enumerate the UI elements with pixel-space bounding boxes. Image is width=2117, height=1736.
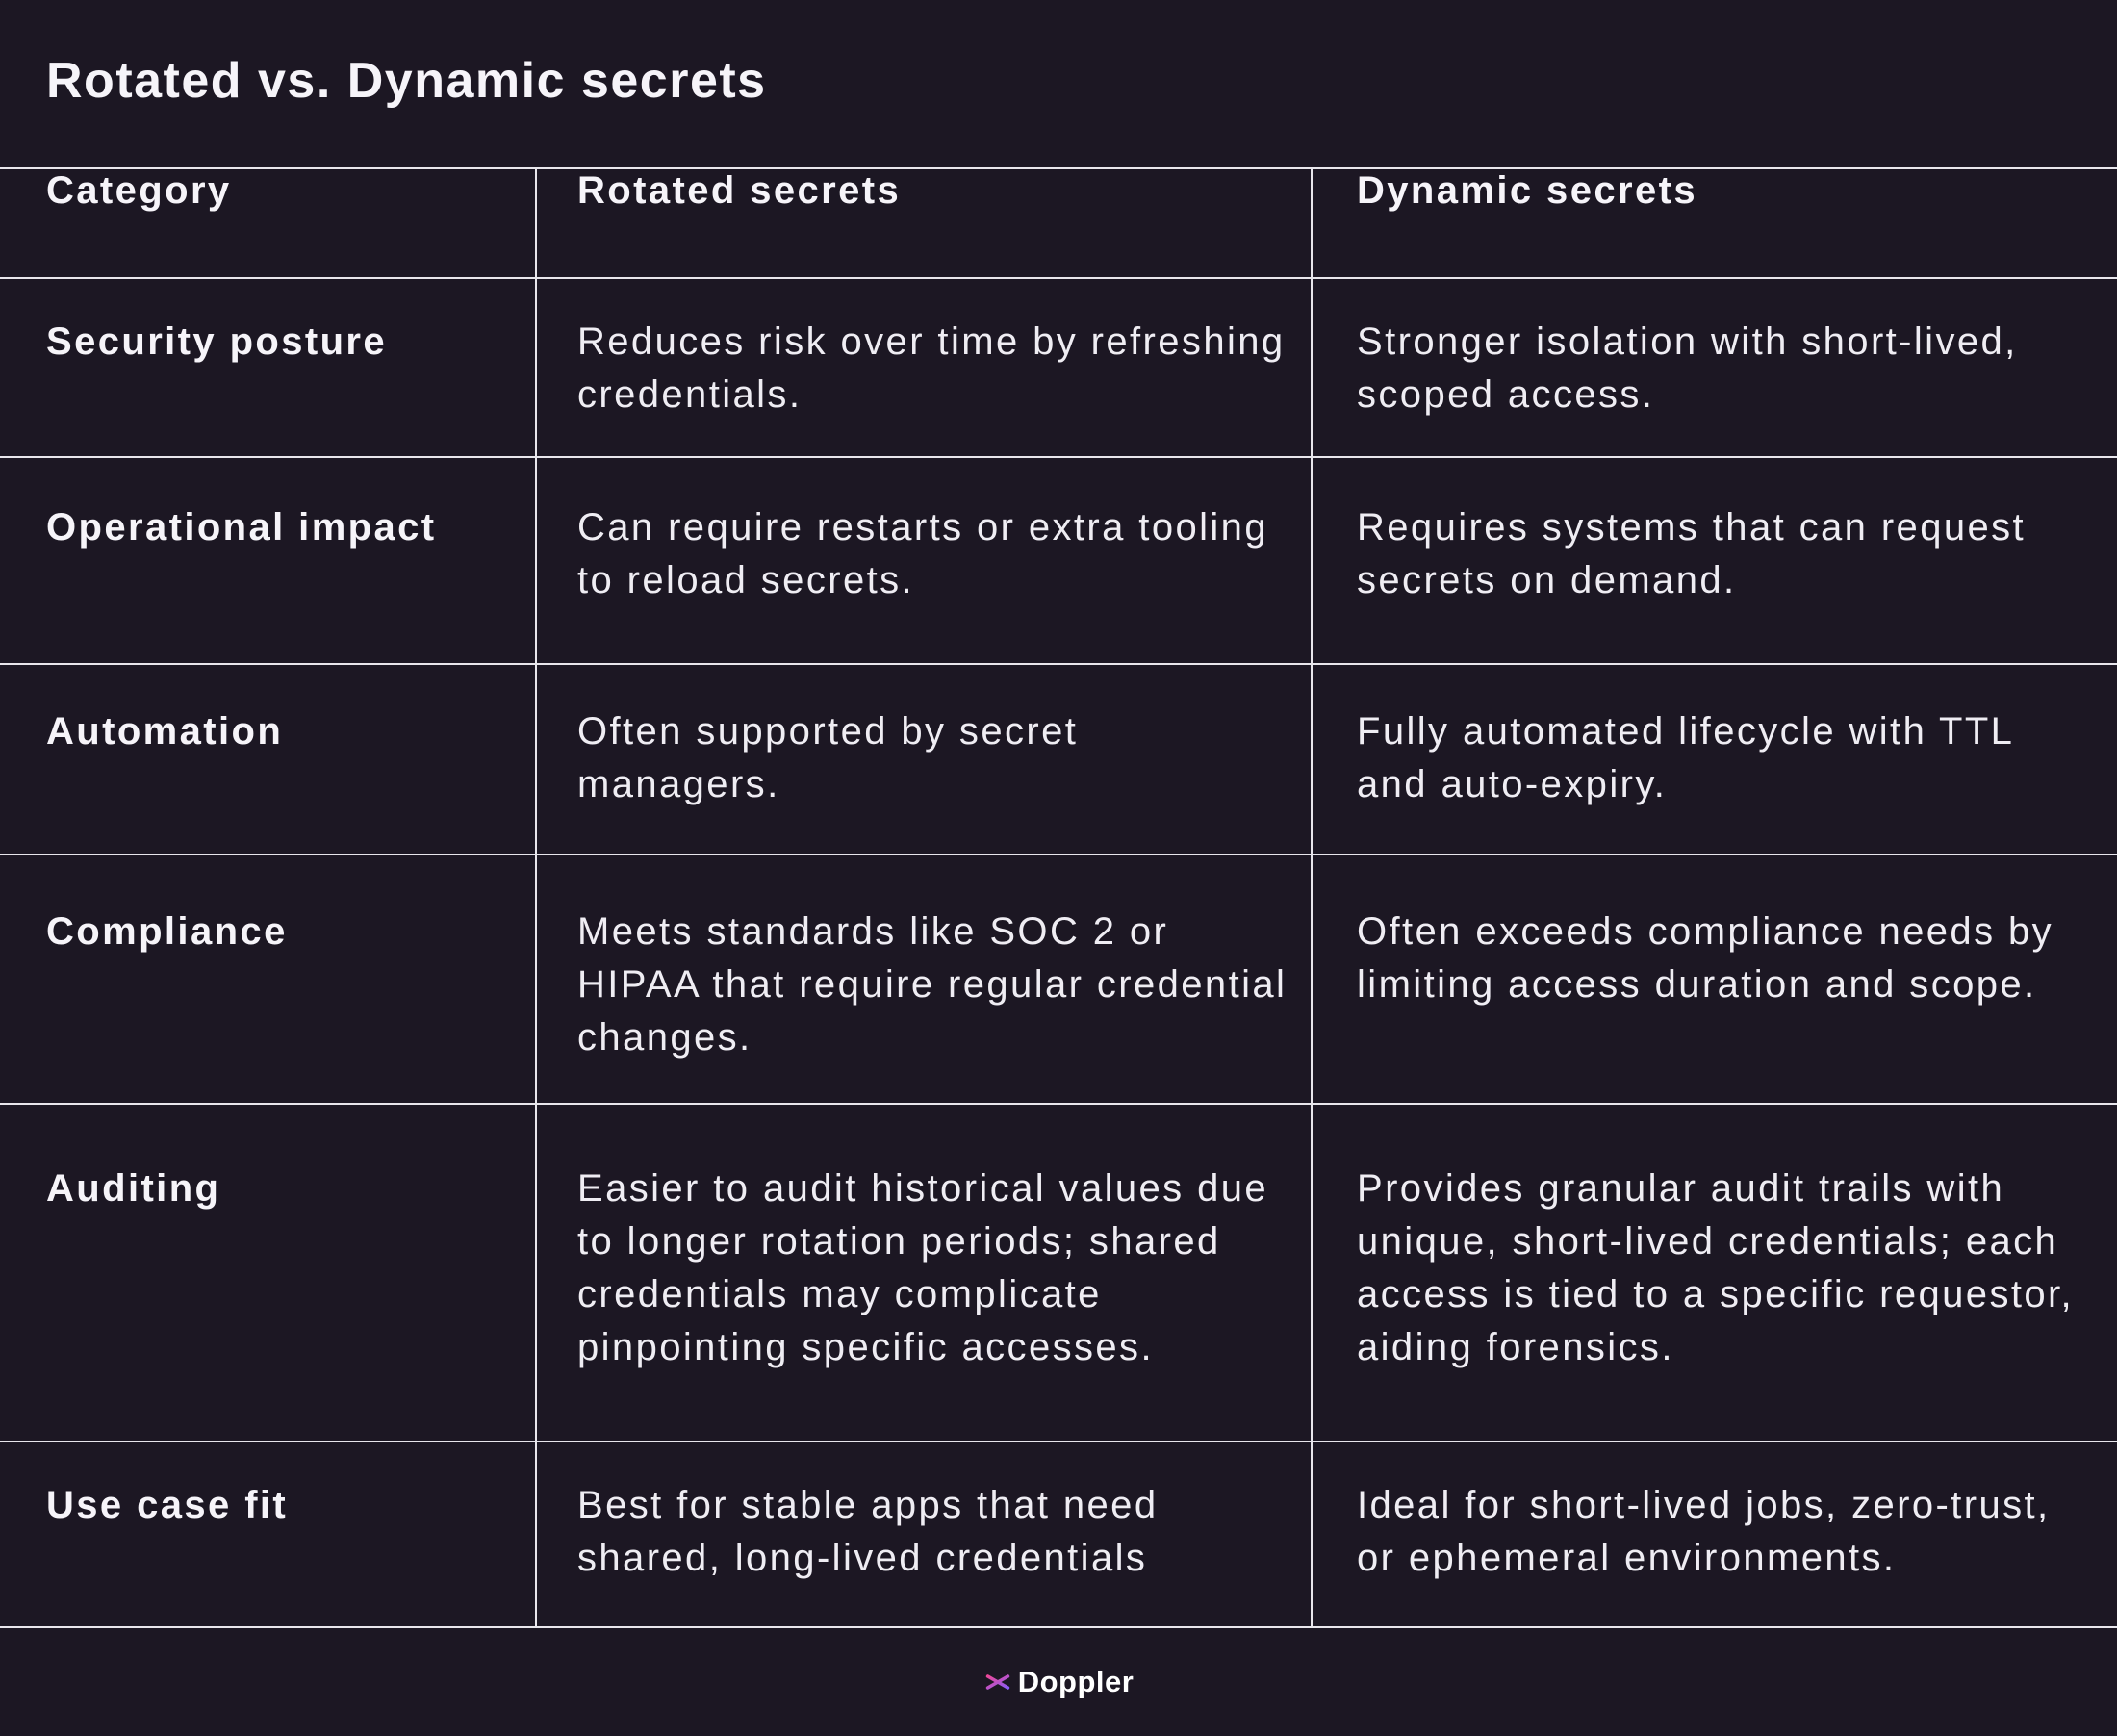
row-rotated-value: Meets standards like SOC 2 or HIPAA that require regular credential changes.	[536, 855, 1312, 1104]
row-rotated-value: Easier to audit historical values due to longer rotation periods; shared credentials may complicate pinpointing specific accesses.	[536, 1104, 1312, 1442]
doppler-logo-icon	[983, 1668, 1012, 1697]
brand-name: Doppler	[1017, 1665, 1135, 1698]
row-category: Compliance	[0, 855, 536, 1104]
header-category: Category	[0, 168, 536, 278]
row-category: Operational impact	[0, 457, 536, 664]
row-rotated-value: Can require restarts or extra tooling to reload secrets.	[536, 457, 1312, 664]
table-row	[0, 1442, 2117, 1627]
header-rotated-secrets: Rotated secrets	[536, 168, 1312, 278]
header-dynamic-secrets: Dynamic secrets	[1312, 168, 2117, 278]
table-row	[0, 855, 2117, 1104]
table-row	[0, 664, 2117, 855]
table-row	[0, 457, 2117, 664]
footer-brand[interactable]	[0, 1665, 2117, 1699]
comparison-table	[0, 167, 2117, 1628]
table-row	[0, 278, 2117, 457]
row-dynamic-value: Often exceeds compliance needs by limiting access duration and scope.	[1312, 855, 2117, 1104]
table-header-row	[0, 168, 2117, 278]
row-rotated-value: Often supported by secret managers.	[536, 664, 1312, 855]
row-dynamic-value: Fully automated lifecycle with TTL and auto-expiry.	[1312, 664, 2117, 855]
row-category: Security posture	[0, 278, 536, 457]
row-category: Use case fit	[0, 1442, 536, 1627]
row-rotated-value: Reduces risk over time by refreshing credentials.	[536, 278, 1312, 457]
row-dynamic-value: Requires systems that can request secrets on demand.	[1312, 457, 2117, 664]
row-category: Auditing	[0, 1104, 536, 1442]
row-category: Automation	[0, 664, 536, 855]
page-title: Rotated vs. Dynamic secrets	[46, 53, 767, 109]
row-dynamic-value: Ideal for short-lived jobs, zero-trust, or ephemeral environments.	[1312, 1442, 2117, 1627]
table-row	[0, 1104, 2117, 1442]
row-rotated-value: Best for stable apps that need shared, long-lived credentials	[536, 1442, 1312, 1627]
row-dynamic-value: Stronger isolation with short-lived, scoped access.	[1312, 278, 2117, 457]
row-dynamic-value: Provides granular audit trails with unique, short-lived credentials; each access is tied to a specific requestor, aiding forensics.	[1312, 1104, 2117, 1442]
